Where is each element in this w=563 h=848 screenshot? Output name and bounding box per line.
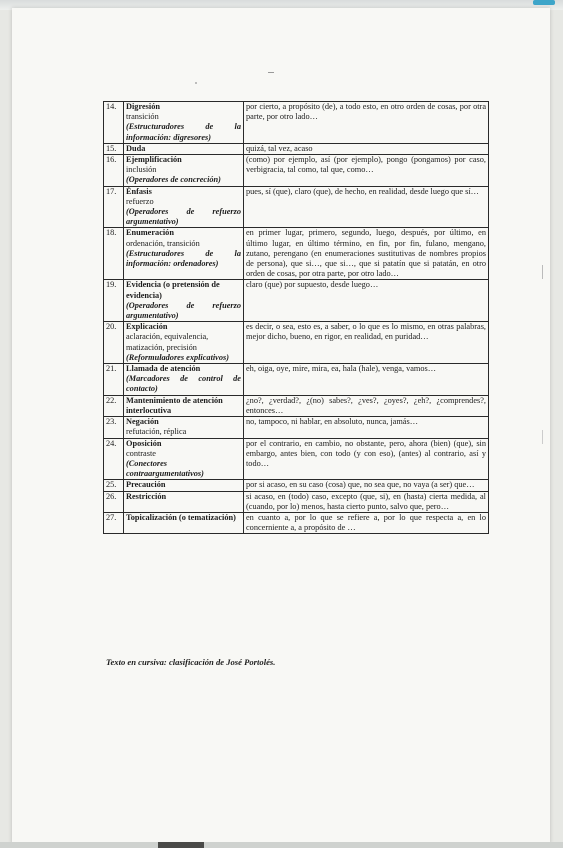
row-number: 20. [104,322,124,364]
marker-category-name: Precaución [126,480,166,490]
marker-category-name: Duda [126,143,146,153]
marker-examples: (como) por ejemplo, así (por ejemplo), pongo (pongamos) por caso, verbigracia, tal como, tal que, como… [244,155,489,187]
table-row [104,417,489,438]
marker-examples: por si acaso, en su caso (cosa) que, no sea que, no vaya (a ser) que… [244,480,489,491]
marker-category-cell [124,364,244,396]
marker-subcategory: transición [126,112,159,122]
row-number: 18. [104,228,124,280]
marker-examples: claro (que) por supuesto, desde luego… [244,280,489,322]
portoles-classification: (Marcadores de control de contacto) [126,374,241,394]
table-row [104,102,489,144]
marker-category-cell [124,480,244,491]
marker-examples: si acaso, en (todo) caso, excepto (que, si), en (hasta) cierta medida, al (cuando, por lo) menos, hasta cierto punto, salvo que, pero… [244,491,489,512]
marker-subcategory: refutación, réplica [126,427,187,437]
row-number: 17. [104,186,124,228]
marker-examples: por el contrario, en cambio, no obstante, pero, ahora (bien) (que), sin embargo, antes bien, con todo (y con eso), (antes) al contrario, así y todo… [244,438,489,480]
stray-dot [195,82,197,84]
row-number: 24. [104,438,124,480]
marker-examples: en cuanto a, por lo que se refiere a, por lo que respecta a, en lo concerniente a, a propósito de … [244,512,489,533]
row-number: 27. [104,512,124,533]
marker-examples: pues, sí (que), claro (que), de hecho, en realidad, desde luego que sí… [244,186,489,228]
marker-examples: en primer lugar, primero, segundo, luego, después, por último, en último lugar, en último término, en fin, por fin, fulano, mengano, zutano, perengano (en enumeraciones sustitutivas de nombres propios de persona), que si…, que si…, que si patatín que si patatán, en otro orden de cosas, por otra parte, por otro lado… [244,228,489,280]
marker-category-cell [124,395,244,416]
discourse-markers-table [103,101,489,534]
marker-category-cell [124,155,244,187]
portoles-classification: (Operadores de concreción) [126,175,221,185]
marker-category-name: Enumeración [126,228,174,238]
marker-examples: es decir, o sea, esto es, a saber, o lo que es lo mismo, en otras palabras, mejor dicho, bueno, en rigor, en realidad, en puridad… [244,322,489,364]
table-row [104,228,489,280]
marker-category-cell [124,322,244,364]
marker-category-cell [124,228,244,280]
table-row [104,512,489,533]
binder-clip-mark [158,842,204,848]
portoles-classification: (Reformuladores explicativos) [126,352,230,362]
row-number: 19. [104,280,124,322]
portoles-classification: (Operadores de refuerzo argumentativo) [126,300,241,321]
marker-category-cell [124,512,244,533]
marker-category-cell [124,186,244,228]
table-row [104,143,489,154]
marker-category-name: Negación [126,417,159,427]
table-row [104,155,489,187]
stray-mark [268,72,274,73]
table-row [104,280,489,322]
marker-examples: quizá, tal vez, acaso [244,143,489,154]
marker-category-name: Explicación [126,322,168,332]
portoles-classification: (Conectores contraargumentativos) [126,458,204,479]
table-row [104,322,489,364]
row-number: 21. [104,364,124,396]
marker-subcategory: aclaración, equivalencia, matización, precisión [126,332,209,352]
table-row [104,438,489,480]
marker-subcategory: ordenación, transición [126,238,200,248]
row-number: 22. [104,395,124,416]
marker-examples: por cierto, a propósito (de), a todo esto, en otro orden de cosas, por otra parte, por otro lado… [244,102,489,144]
row-number: 16. [104,155,124,187]
marker-category-name: Oposición [126,438,162,448]
marker-category-name: Topicalización (o tematización) [126,512,236,522]
row-number: 14. [104,102,124,144]
table-row [104,364,489,396]
marker-category-name: Restricción [126,491,167,501]
row-number: 15. [104,143,124,154]
portoles-classification: (Operadores de refuerzo argumentativo) [126,207,241,227]
marker-category-name: Mantenimiento de atención interlocutiva [126,395,223,415]
marker-category-name: Ejemplificación [126,155,182,165]
row-number: 25. [104,480,124,491]
marker-subcategory: contraste [126,448,156,458]
marker-category-name: Énfasis [126,186,152,196]
table-row [104,186,489,228]
portoles-classification: (Estructuradores de la información: digresores) [126,122,241,142]
marker-subcategory: refuerzo [126,196,154,206]
marker-category-cell [124,491,244,512]
blue-tab-mark [533,0,555,5]
marker-category-cell [124,102,244,144]
margin-mark [542,430,543,444]
table-row [104,395,489,416]
row-number: 26. [104,491,124,512]
marker-category-cell [124,280,244,322]
marker-examples: no, tampoco, ni hablar, en absoluto, nunca, jamás… [244,417,489,438]
marker-category-name: Digresión [126,102,160,111]
marker-subcategory: inclusión [126,165,157,175]
marker-category-cell [124,143,244,154]
portoles-classification: (Estructuradores de la información: ordenadores) [126,248,241,269]
marker-category-cell [124,438,244,480]
marker-examples: ¿no?, ¿verdad?, ¿(no) sabes?, ¿ves?, ¿oyes?, ¿eh?, ¿comprendes?, entonces… [244,395,489,416]
table-row [104,491,489,512]
margin-mark [542,265,543,279]
marker-category-cell [124,417,244,438]
marker-examples: eh, oiga, oye, mire, mira, ea, hala (hale), venga, vamos… [244,364,489,396]
footnote: Texto en cursiva: clasificación de José Portolés. [106,657,276,667]
row-number: 23. [104,417,124,438]
page-bottom-edge [0,842,563,848]
table-row [104,480,489,491]
marker-category-name: Evidencia (o pretensión de evidencia) [126,280,220,300]
marker-category-name: Llamada de atención [126,364,201,374]
